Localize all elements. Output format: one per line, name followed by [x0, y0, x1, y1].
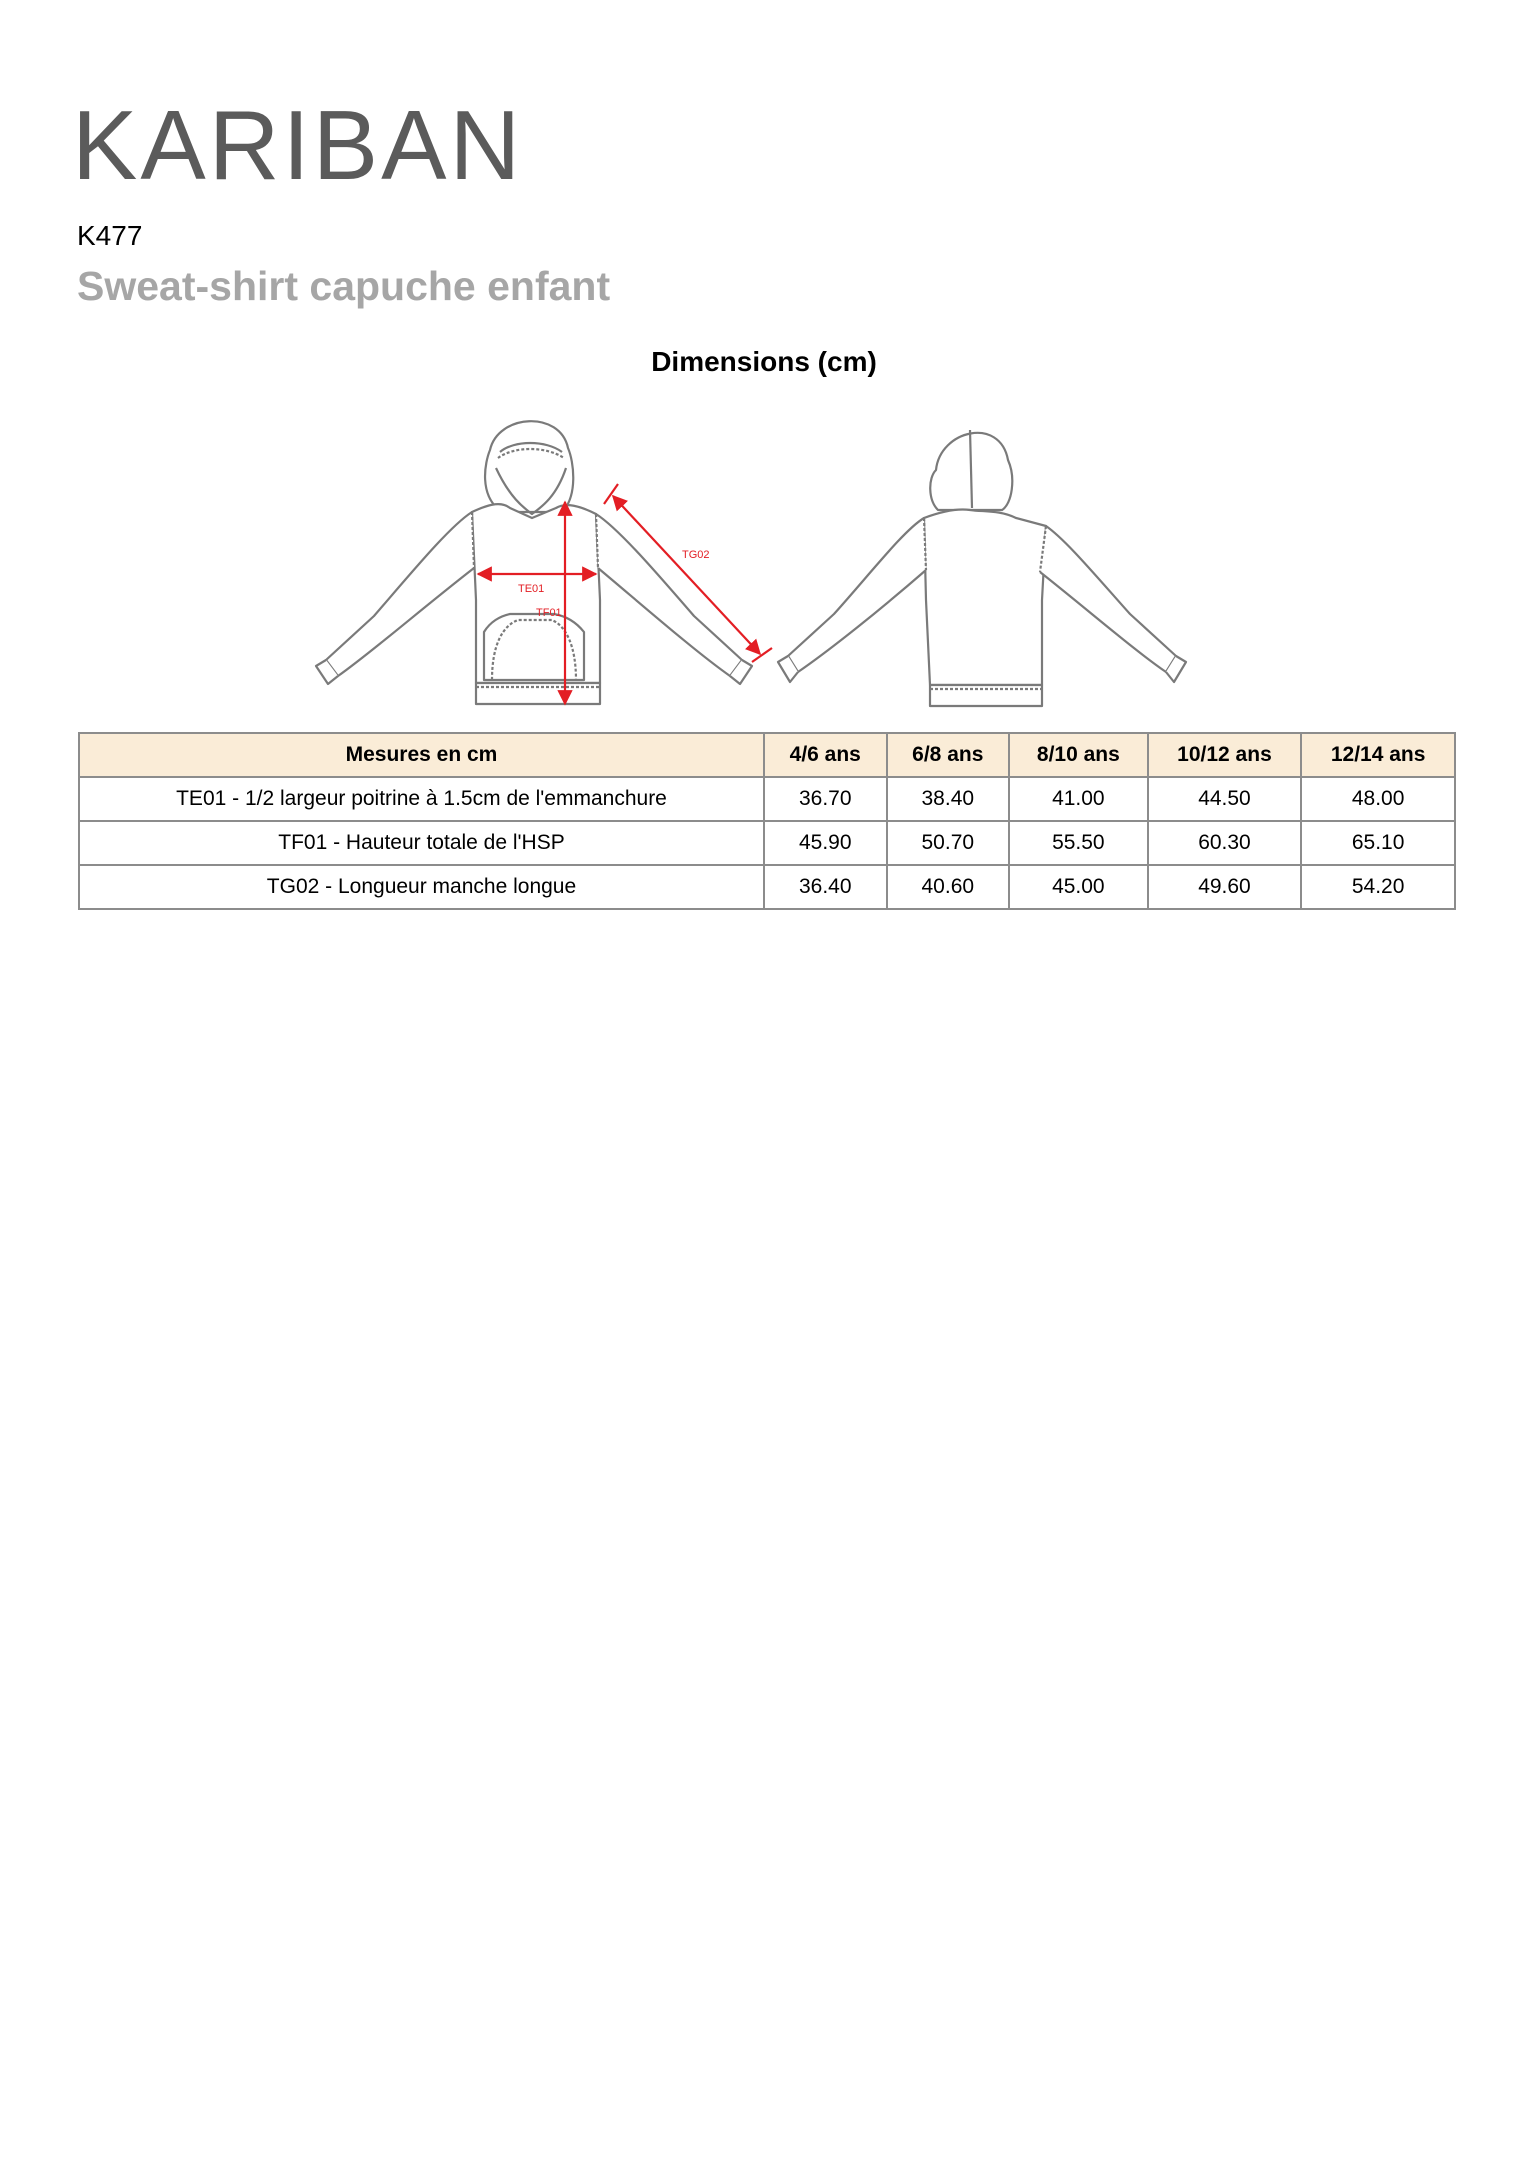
header-size: 8/10 ans — [1009, 733, 1148, 777]
header-size: 6/8 ans — [887, 733, 1010, 777]
te01-label: TE01 — [518, 583, 545, 595]
measure-value: 41.00 — [1009, 777, 1148, 821]
measure-value: 44.50 — [1148, 777, 1302, 821]
measure-value: 54.20 — [1301, 865, 1455, 909]
measure-name: TF01 - Hauteur totale de l'HSP — [79, 821, 764, 865]
size-chart-table — [78, 732, 1456, 910]
measure-value: 36.70 — [764, 777, 887, 821]
section-title: Dimensions (cm) — [651, 346, 877, 377]
tf01-label: TF01 — [536, 607, 562, 619]
measure-value: 49.60 — [1148, 865, 1302, 909]
table-header-row — [79, 733, 1455, 777]
brand-logo: KARIBAN — [72, 90, 524, 200]
hoodie-technical-drawing — [300, 400, 1220, 720]
table-row — [79, 821, 1455, 865]
tg02-label: TG02 — [682, 549, 710, 561]
measure-value: 48.00 — [1301, 777, 1455, 821]
header-size: 4/6 ans — [764, 733, 887, 777]
header-measure: Mesures en cm — [79, 733, 764, 777]
table-row — [79, 865, 1455, 909]
header-size: 12/14 ans — [1301, 733, 1455, 777]
table-row — [79, 777, 1455, 821]
measure-value: 65.10 — [1301, 821, 1455, 865]
measure-value: 38.40 — [887, 777, 1010, 821]
measure-value: 60.30 — [1148, 821, 1302, 865]
product-reference: K477 — [77, 220, 143, 251]
measure-name: TE01 - 1/2 largeur poitrine à 1.5cm de l'emmanchure — [79, 777, 764, 821]
hoodie-front-view — [316, 421, 752, 704]
measure-value: 50.70 — [887, 821, 1010, 865]
hoodie-back-view — [778, 430, 1186, 706]
measure-name: TG02 - Longueur manche longue — [79, 865, 764, 909]
measure-value: 36.40 — [764, 865, 887, 909]
measure-value: 40.60 — [887, 865, 1010, 909]
measure-value: 45.00 — [1009, 865, 1148, 909]
product-name: Sweat-shirt capuche enfant — [77, 263, 611, 309]
measure-value: 55.50 — [1009, 821, 1148, 865]
header-size: 10/12 ans — [1148, 733, 1302, 777]
measure-value: 45.90 — [764, 821, 887, 865]
